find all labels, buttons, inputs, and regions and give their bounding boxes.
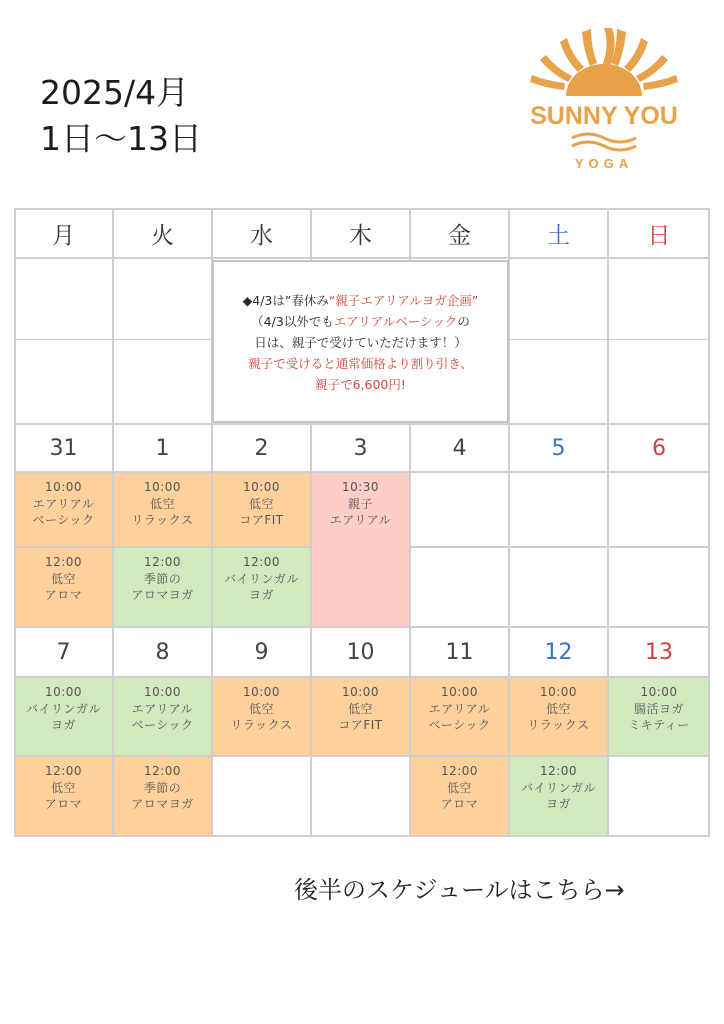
day-number[interactable]: 11 bbox=[445, 639, 474, 665]
event-cell[interactable]: 12:00 バイリンガル ヨガ bbox=[509, 756, 608, 835]
sunny-you-logo bbox=[522, 20, 687, 175]
weekday-mon: 月 bbox=[52, 222, 75, 249]
day-number[interactable]: 6 bbox=[652, 435, 666, 461]
svg-text:SUNNY YOU: SUNNY YOU bbox=[530, 102, 678, 130]
event-cell[interactable]: 12:00 季節の アロマヨガ bbox=[113, 756, 212, 835]
day-number[interactable]: 12 bbox=[544, 639, 573, 665]
day-number[interactable]: 3 bbox=[353, 435, 368, 461]
day-number[interactable]: 13 bbox=[645, 639, 673, 665]
sun-logo-icon bbox=[522, 20, 687, 175]
day-number[interactable]: 2 bbox=[254, 435, 269, 461]
schedule-title bbox=[40, 70, 202, 162]
event-cell[interactable]: 10:00 低空 リラックス bbox=[113, 472, 212, 547]
weekday-fri: 金 bbox=[448, 222, 471, 249]
event-cell[interactable]: 10:00 バイリンガル ヨガ bbox=[14, 677, 113, 756]
weekday-tue: 火 bbox=[151, 222, 174, 249]
event-cell[interactable]: 12:00 季節の アロマヨガ bbox=[113, 547, 212, 626]
second-half-schedule-link[interactable]: 後半のスケジュールはこちら→ bbox=[294, 876, 625, 904]
event-cell[interactable]: 12:00 低空 アロマ bbox=[14, 756, 113, 835]
spring-break-notice: ◆4/3は”春休み“親子エアリアルヨガ企画” （4/3以外でもエアリアルベーシックの 日は、親子で受けていただけます！） 親子で受けると通常価格より割り引き、 親子で6,600円! bbox=[212, 260, 509, 423]
event-cell[interactable]: 12:00 低空 アロマ bbox=[14, 547, 113, 626]
svg-text:YOGA: YOGA bbox=[574, 156, 634, 171]
event-cell[interactable]: 10:00 低空 コアFIT bbox=[212, 472, 311, 547]
date-range-label: 1日〜13日 bbox=[40, 119, 202, 158]
day-number[interactable]: 1 bbox=[155, 435, 170, 461]
weekday-sat: 土 bbox=[547, 222, 570, 249]
event-cell[interactable]: 10:00 腸活ヨガ ミキティー bbox=[608, 677, 710, 756]
day-number[interactable]: 7 bbox=[56, 639, 71, 665]
event-cell[interactable]: 10:30 親子 エアリアル bbox=[311, 472, 410, 626]
event-cell[interactable]: 12:00 バイリンガル ヨガ bbox=[212, 547, 311, 626]
weekday-sun: 日 bbox=[647, 222, 671, 249]
day-number[interactable]: 5 bbox=[551, 435, 566, 461]
weekday-wed: 水 bbox=[250, 222, 273, 249]
event-cell[interactable]: 12:00 低空 アロマ bbox=[410, 756, 509, 835]
day-number[interactable]: 10 bbox=[346, 639, 375, 665]
event-cell[interactable]: 10:00 低空 リラックス bbox=[212, 677, 311, 756]
event-cell[interactable]: 10:00 低空 リラックス bbox=[509, 677, 608, 756]
day-number[interactable]: 4 bbox=[452, 435, 467, 461]
weekday-thu: 木 bbox=[349, 222, 372, 249]
event-cell[interactable]: 10:00 エアリアル ベーシック bbox=[14, 472, 113, 547]
month-label: 2025/4月 bbox=[40, 73, 190, 112]
day-number[interactable]: 9 bbox=[254, 639, 269, 665]
day-number[interactable]: 8 bbox=[155, 639, 170, 665]
event-cell[interactable]: 10:00 低空 コアFIT bbox=[311, 677, 410, 756]
event-cell[interactable]: 10:00 エアリアル ベーシック bbox=[410, 677, 509, 756]
event-cell[interactable]: 10:00 エアリアル ベーシック bbox=[113, 677, 212, 756]
day-number[interactable]: 31 bbox=[49, 435, 78, 461]
